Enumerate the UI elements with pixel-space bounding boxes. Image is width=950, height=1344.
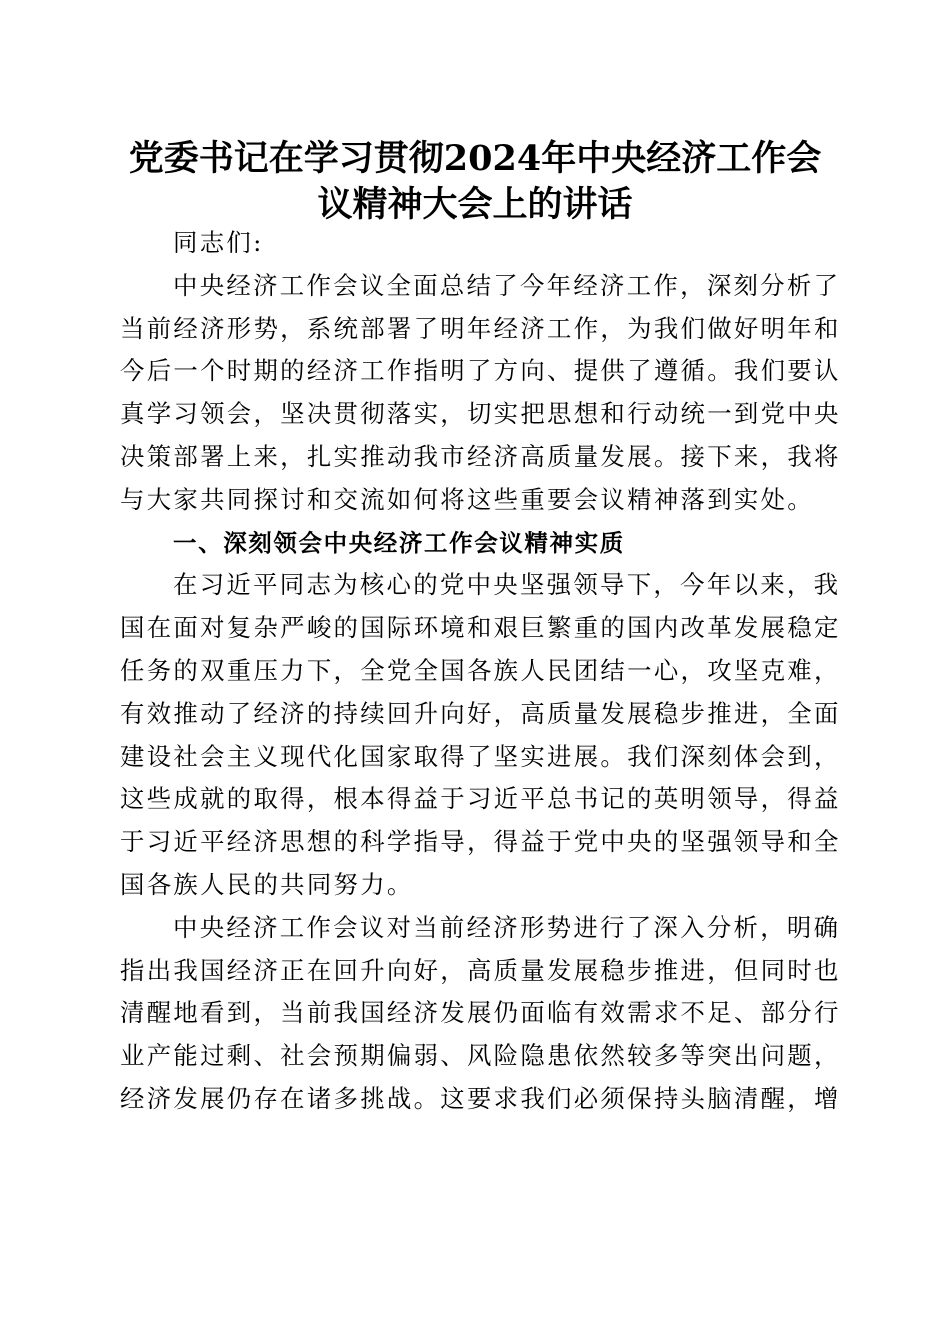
paragraph-line: 与大家共同探讨和交流如何将这些重要会议精神落到实处。 [120,484,814,514]
paragraph-line: 业产能过剩、社会预期偏弱、风险隐患依然较多等突出问题， [120,1041,841,1071]
paragraph-line: 真学习领会，坚决贯彻落实，切实把思想和行动统一到党中央 [120,399,841,429]
paragraph-line: 这些成就的取得，根本得益于习近平总书记的英明领导，得益 [120,784,841,814]
paragraph-line: 在习近平同志为核心的党中央坚强领导下，今年以来，我 [173,570,841,600]
paragraph-line: 建设社会主义现代化国家取得了坚实进展。我们深刻体会到， [120,741,841,771]
title-line-1: 党委书记在学习贯彻2024年中央经济工作会 [128,138,822,179]
paragraph-situation [120,907,841,1121]
paragraph-line: 当前经济形势，系统部署了明年经济工作，为我们做好明年和 [120,313,841,343]
paragraph-line: 中央经济工作会议全面总结了今年经济工作，深刻分析了 [173,270,841,300]
title-line-2: 议精神大会上的讲话 [317,184,633,225]
paragraph-line: 国各族人民的共同努力。 [120,869,414,899]
paragraph-line: 有效推动了经济的持续回升向好，高质量发展稳步推进，全面 [120,698,841,728]
paragraph-line: 任务的双重压力下，全党全国各族人民团结一心，攻坚克难， [120,655,841,685]
paragraph-intro [120,265,841,522]
paragraph-achievements [120,564,841,906]
paragraph-line: 于习近平经济思想的科学指导，得益于党中央的坚强领导和全 [120,827,841,857]
paragraph-line: 清醒地看到，当前我国经济发展仍面临有效需求不足、部分行 [120,998,841,1028]
document-body [120,222,841,1121]
paragraph-line: 经济发展仍存在诸多挑战。这要求我们必须保持头脑清醒，增 [120,1083,841,1113]
paragraph-line: 国在面对复杂严峻的国际环境和艰巨繁重的国内改革发展稳定 [120,613,841,643]
paragraph-line: 中央经济工作会议对当前经济形势进行了深入分析，明确 [173,912,841,942]
paragraph-line: 决策部署上来，扎实推动我市经济高质量发展。接下来，我将 [120,441,841,471]
document-title [100,136,850,228]
section-heading-1: 一、深刻领会中央经济工作会议精神实质 [173,528,625,557]
salutation: 同志们: [173,228,264,257]
paragraph-line: 指出我国经济正在回升向好，高质量发展稳步推进，但同时也 [120,955,841,985]
paragraph-line: 今后一个时期的经济工作指明了方向、提供了遵循。我们要认 [120,356,841,386]
